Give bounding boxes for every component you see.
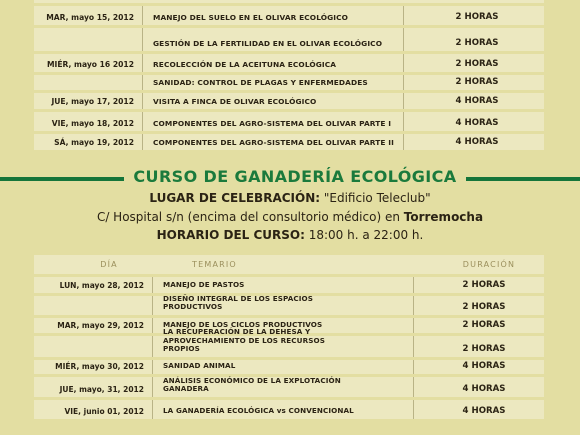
row-duration: 2 HORAS: [455, 12, 499, 22]
row-duration: 2 HORAS: [455, 38, 499, 48]
row-duration: 4 HORAS: [455, 96, 499, 106]
heading-rule-right: [466, 177, 580, 181]
row-duration: 2 HORAS: [462, 320, 506, 330]
header-duration: DURACIÓN: [462, 260, 516, 269]
row-day: JUE, mayo, 31, 2012: [59, 385, 144, 394]
row-topic-text: SANIDAD ANIMAL: [163, 361, 236, 371]
row-day: LUN, mayo 28, 2012: [59, 281, 144, 290]
row-duration: 4 HORAS: [462, 361, 506, 371]
row-duration: 2 HORAS: [455, 77, 499, 87]
header-day: DÍA: [100, 260, 118, 269]
row-topic: [142, 54, 404, 72]
row-duration: 4 HORAS: [455, 118, 499, 128]
row-duration: 2 HORAS: [462, 344, 506, 354]
row-day: VIE, mayo 18, 2012: [51, 119, 134, 128]
row-topic-text: VISITA A FINCA DE OLIVAR ECOLÓGICO: [153, 97, 317, 106]
schedule-label: HORARIO DEL CURSO:: [156, 228, 305, 242]
row-duration: 4 HORAS: [462, 384, 506, 394]
venue-label: LUGAR DE CELEBRACIÓN:: [149, 191, 321, 205]
row-topic: [142, 112, 404, 131]
table-row: [34, 377, 544, 400]
row-topic-text: MANEJO DEL SUELO EN EL OLIVAR ECOLÓGICO: [153, 13, 349, 22]
row-topic-text: LA GANADERÍA ECOLÓGICA vs CONVENCIONAL: [163, 406, 354, 416]
row-day: [34, 312, 152, 315]
table-row: [34, 360, 544, 377]
address-town: Torremocha: [403, 210, 484, 224]
row-duration: 2 HORAS: [462, 280, 506, 290]
row-topic: [152, 400, 414, 419]
table-row: [34, 327, 544, 360]
row-topic-text: COMPONENTES DEL AGRO-SISTEMA DEL OLIVAR PARTE I: [153, 119, 392, 128]
table-row: [34, 6, 544, 28]
row-topic-text: COMPONENTES DEL AGRO-SISTEMA DEL OLIVAR PARTE II: [153, 138, 394, 147]
row-duration: 2 HORAS: [462, 302, 506, 312]
row-day: MIÉR, mayo 30, 2012: [55, 362, 144, 371]
row-duration: 4 HORAS: [455, 137, 499, 147]
row-day: VIE, junio 01, 2012: [64, 407, 144, 416]
row-topic: [142, 93, 404, 109]
row-day: JUE, mayo 17, 2012: [51, 97, 134, 106]
table-header: [34, 255, 544, 277]
row-topic: [142, 28, 404, 51]
row-topic-text: SANIDAD: CONTROL DE PLAGAS Y ENFERMEDADES: [153, 78, 368, 87]
row-day: MIÉR, mayo 16 2012: [46, 60, 134, 69]
row-day: MAR, mayo 29, 2012: [57, 321, 144, 330]
venue-line: [0, 191, 580, 205]
row-topic-text: ANÁLISIS ECONÓMICO DE LA EXPLOTACIÓN GANADERA: [163, 375, 341, 394]
row-topic: [152, 377, 414, 397]
row-topic: [152, 327, 414, 357]
row-day: MAR, mayo 15, 2012: [46, 13, 134, 22]
table-row: [34, 28, 544, 54]
row-topic: [152, 293, 414, 315]
row-topic-text: MANEJO DE PASTOS: [163, 280, 245, 290]
address-line: [0, 210, 580, 224]
row-topic-text: DISEÑO INTEGRAL DE LOS ESPACIOS PRODUCTIVOS: [163, 293, 314, 312]
schedule-value: 18:00 h. a 22:00 h.: [304, 228, 424, 242]
table-row: [34, 134, 544, 153]
row-topic-text: MANEJO DE LOS CICLOS PRODUCTIVOS: [163, 320, 323, 330]
row-duration: 4 HORAS: [462, 406, 506, 416]
row-duration: 2 HORAS: [455, 59, 499, 69]
row-topic-text: RECOLECCIÓN DE LA ACEITUNA ECOLÓGICA: [153, 60, 337, 69]
row-day: [34, 354, 152, 357]
header-topic: TEMARIO: [192, 260, 237, 269]
table-row: [34, 93, 544, 112]
row-topic: [142, 75, 404, 90]
venue-value: "Edificio Teleclub": [320, 191, 431, 205]
row-day: [34, 87, 142, 90]
row-topic: [142, 134, 404, 150]
address-prefix: C/ Hospital s/n (encima del consultorio médico) en: [96, 210, 404, 224]
row-topic: [142, 6, 404, 25]
livestock-schedule-table: [34, 255, 544, 422]
row-day: [34, 48, 142, 51]
row-topic-text: LA RECUPERACIÓN DE LA DEHESA Y APROVECHAMIENTO DE LOS RECURSOS PROPIOS: [163, 327, 326, 354]
row-topic-text: GESTIÓN DE LA FERTILIDAD EN EL OLIVAR ECOLÓGICO: [153, 39, 383, 48]
row-topic: [152, 360, 414, 374]
table-row: [34, 54, 544, 75]
row-day: SÁ, mayo 19, 2012: [54, 138, 134, 147]
heading-rule-left: [0, 177, 124, 181]
table-row: [34, 293, 544, 318]
table-row: [34, 75, 544, 93]
table-row: [34, 112, 544, 134]
olive-schedule-table: [34, 0, 544, 153]
schedule-line: [0, 228, 580, 242]
livestock-course-title: CURSO DE GANADERÍA ECOLÓGICA: [133, 167, 457, 186]
row-topic: [152, 277, 414, 293]
table-row: [34, 400, 544, 422]
